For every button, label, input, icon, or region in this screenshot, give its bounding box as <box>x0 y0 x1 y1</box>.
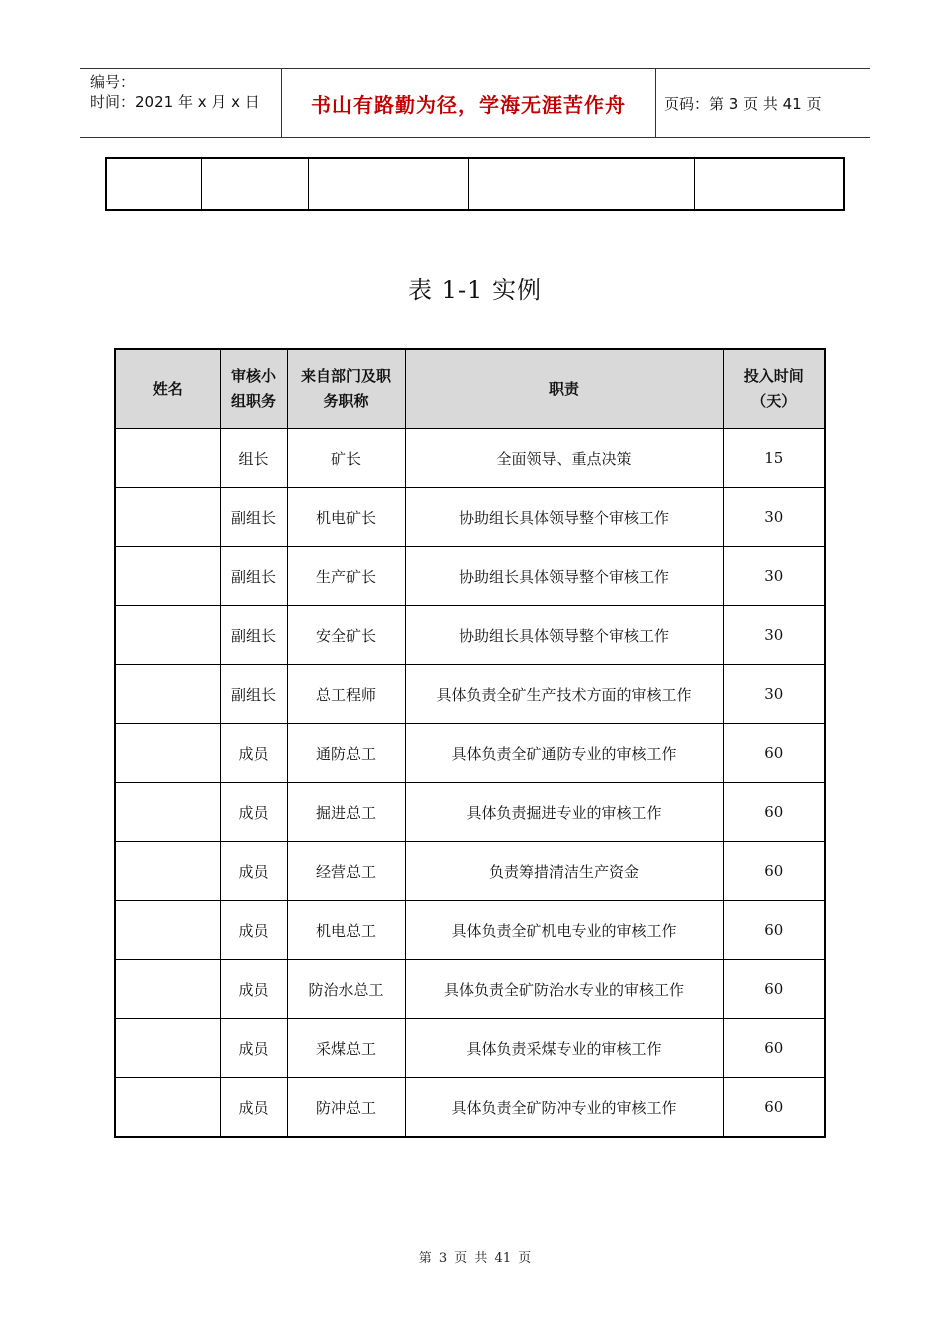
cell-duty: 协助组长具体领导整个审核工作 <box>405 606 723 665</box>
previous-table-fragment <box>105 157 845 211</box>
cell-role: 成员 <box>220 842 287 901</box>
cell-dept: 矿长 <box>287 429 405 488</box>
cell-duty: 具体负责全矿机电专业的审核工作 <box>405 901 723 960</box>
cell-days: 60 <box>723 724 825 783</box>
cell-dept: 经营总工 <box>287 842 405 901</box>
cell-role: 成员 <box>220 1019 287 1078</box>
table-row <box>115 547 825 606</box>
header-motto-cell <box>281 69 656 137</box>
cell-name <box>115 488 220 547</box>
header-meta <box>80 69 280 137</box>
cell-days: 60 <box>723 842 825 901</box>
cell-days: 30 <box>723 488 825 547</box>
table-row <box>115 1078 825 1138</box>
cell-role: 副组长 <box>220 488 287 547</box>
cell-name <box>115 665 220 724</box>
table-row <box>115 960 825 1019</box>
cell-dept: 总工程师 <box>287 665 405 724</box>
cell-duty: 具体负责全矿通防专业的审核工作 <box>405 724 723 783</box>
audit-team-table <box>114 348 826 1138</box>
table-title: 表 1-1 实例 <box>408 276 542 304</box>
cell-role: 组长 <box>220 429 287 488</box>
table-row <box>115 783 825 842</box>
header-role: 审核小组职务 <box>220 349 287 429</box>
page-header <box>80 68 870 138</box>
cell-role: 成员 <box>220 724 287 783</box>
cell-name <box>115 960 220 1019</box>
document-date: 时间：2021 年 x 月 x 日 <box>90 93 260 111</box>
table-row <box>115 842 825 901</box>
header-dept: 来自部门及职务职称 <box>287 349 405 429</box>
cell-name <box>115 1078 220 1138</box>
page-footer: 第 3 页 共 41 页 <box>418 1251 532 1266</box>
cell-name <box>115 429 220 488</box>
cell-days: 60 <box>723 1078 825 1138</box>
cell-dept: 生产矿长 <box>287 547 405 606</box>
cell-days: 30 <box>723 665 825 724</box>
header-name: 姓名 <box>115 349 220 429</box>
cell-name <box>115 1019 220 1078</box>
cell-duty: 全面领导、重点决策 <box>405 429 723 488</box>
table-header-row <box>115 349 825 429</box>
cell-duty: 负责筹措清洁生产资金 <box>405 842 723 901</box>
cell-role: 成员 <box>220 783 287 842</box>
cell-days: 60 <box>723 960 825 1019</box>
cell-days: 30 <box>723 547 825 606</box>
table-row <box>115 665 825 724</box>
cell-dept: 防冲总工 <box>287 1078 405 1138</box>
table-row <box>115 606 825 665</box>
cell-dept: 防治水总工 <box>287 960 405 1019</box>
document-number-label: 编号： <box>90 73 136 91</box>
cell-dept: 通防总工 <box>287 724 405 783</box>
cell-duty: 具体负责采煤专业的审核工作 <box>405 1019 723 1078</box>
cell-role: 副组长 <box>220 665 287 724</box>
cell-dept: 机电矿长 <box>287 488 405 547</box>
cell-duty: 具体负责全矿防冲专业的审核工作 <box>405 1078 723 1138</box>
cell-dept: 安全矿长 <box>287 606 405 665</box>
cell-dept: 采煤总工 <box>287 1019 405 1078</box>
header-duty: 职责 <box>405 349 723 429</box>
cell-dept: 掘进总工 <box>287 783 405 842</box>
table-row <box>115 1019 825 1078</box>
cell-duty: 具体负责全矿防治水专业的审核工作 <box>405 960 723 1019</box>
cell-role: 成员 <box>220 960 287 1019</box>
cell-duty: 协助组长具体领导整个审核工作 <box>405 547 723 606</box>
header-days: 投入时间（天） <box>723 349 825 429</box>
table-row <box>115 429 825 488</box>
cell-days: 15 <box>723 429 825 488</box>
cell-days: 60 <box>723 1019 825 1078</box>
cell-duty: 具体负责掘进专业的审核工作 <box>405 783 723 842</box>
cell-name <box>115 842 220 901</box>
cell-name <box>115 783 220 842</box>
table-row <box>115 724 825 783</box>
cell-role: 副组长 <box>220 606 287 665</box>
cell-days: 60 <box>723 783 825 842</box>
table-row <box>115 901 825 960</box>
cell-role: 成员 <box>220 1078 287 1138</box>
cell-dept: 机电总工 <box>287 901 405 960</box>
header-motto: 书山有路勤为径，学海无涯苦作舟 <box>311 92 626 117</box>
cell-name <box>115 901 220 960</box>
cell-role: 成员 <box>220 901 287 960</box>
cell-days: 60 <box>723 901 825 960</box>
cell-days: 30 <box>723 606 825 665</box>
table-row <box>115 488 825 547</box>
cell-duty: 具体负责全矿生产技术方面的审核工作 <box>405 665 723 724</box>
cell-name <box>115 606 220 665</box>
cell-duty: 协助组长具体领导整个审核工作 <box>405 488 723 547</box>
cell-role: 副组长 <box>220 547 287 606</box>
header-page-info: 页码：第 3 页 共 41 页 <box>664 94 822 113</box>
cell-name <box>115 724 220 783</box>
cell-name <box>115 547 220 606</box>
